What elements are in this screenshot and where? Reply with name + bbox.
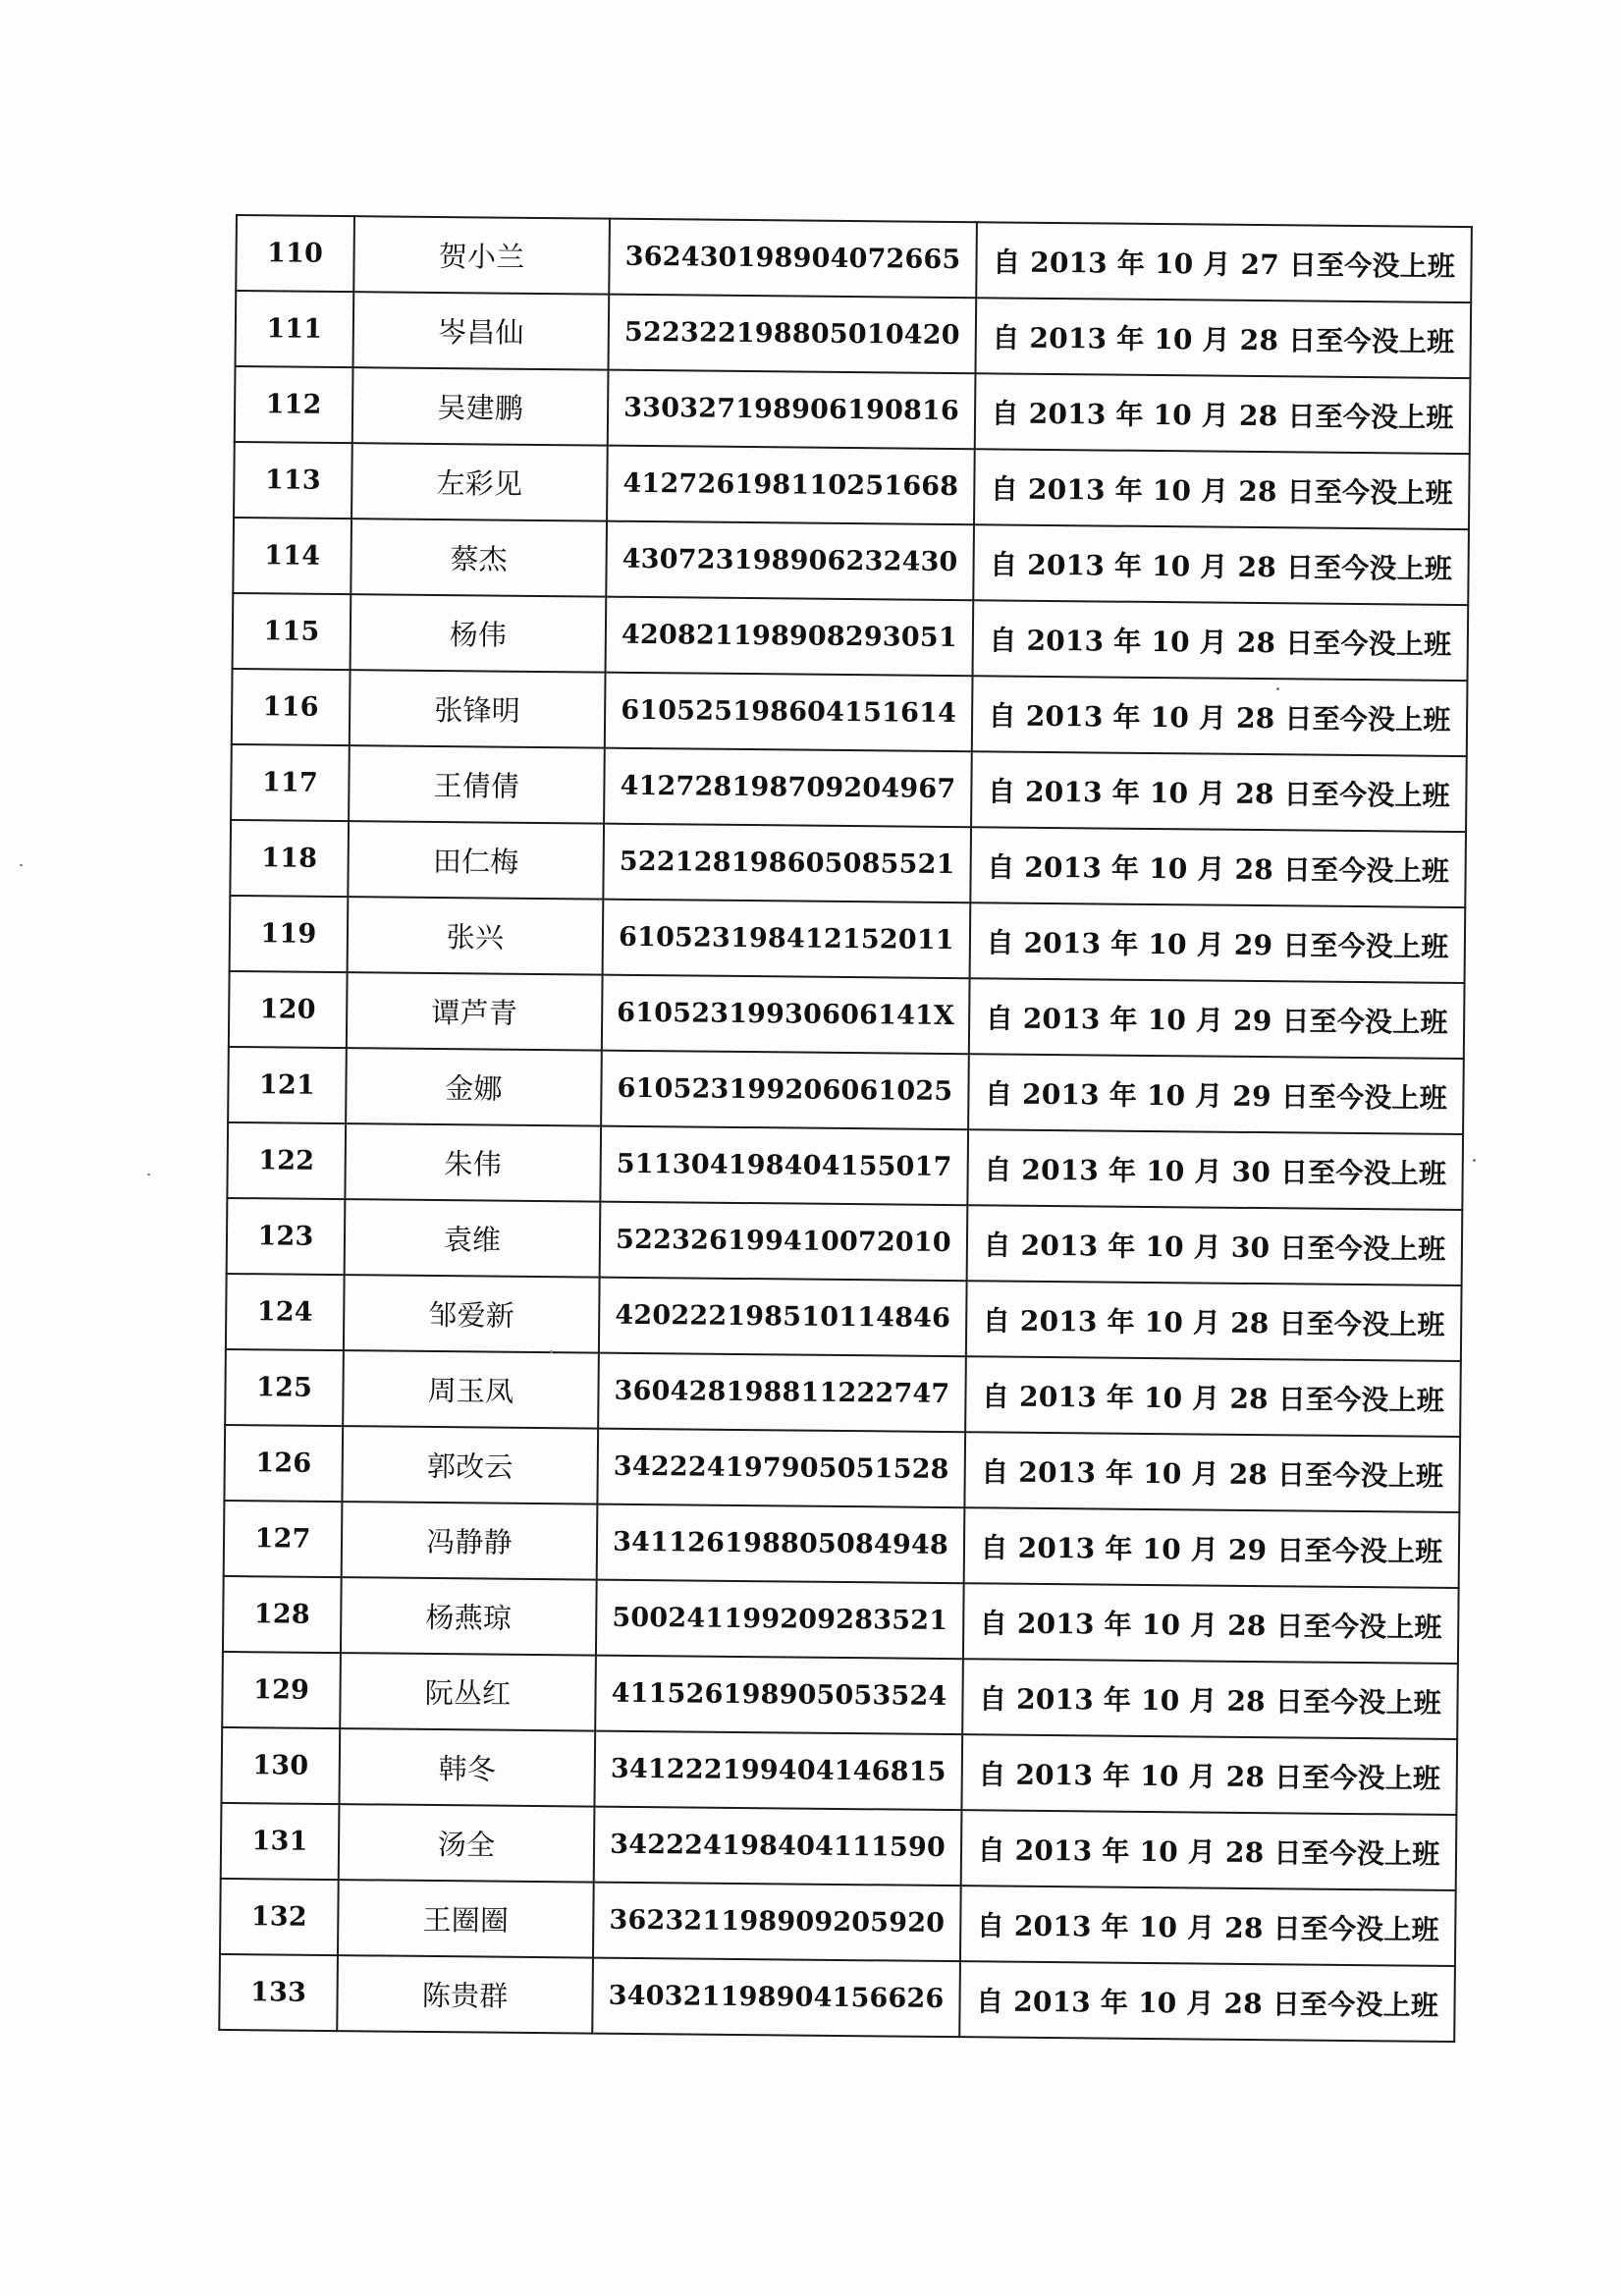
absence-status: 自 2013 年 10 月 28 日至今没上班 — [974, 449, 1470, 529]
employee-name: 田仁梅 — [348, 821, 604, 899]
id-number: 330327198906190816 — [608, 370, 976, 450]
absence-status: 自 2013 年 10 月 28 日至今没上班 — [963, 1583, 1459, 1664]
scan-speck — [20, 864, 23, 866]
row-number: 123 — [227, 1198, 346, 1275]
absence-status: 自 2013 年 10 月 28 日至今没上班 — [972, 676, 1468, 756]
employee-name: 张兴 — [348, 897, 604, 974]
row-number: 119 — [230, 896, 349, 972]
row-number: 117 — [231, 744, 350, 821]
table-row — [226, 1274, 1462, 1361]
absence-status: 自 2013 年 10 月 28 日至今没上班 — [971, 751, 1467, 832]
employee-name: 陈贵群 — [337, 1955, 593, 2033]
absence-status: 自 2013 年 10 月 28 日至今没上班 — [962, 1659, 1458, 1739]
row-number: 125 — [225, 1349, 344, 1426]
absence-status: 自 2013 年 10 月 30 日至今没上班 — [967, 1129, 1463, 1210]
id-number: 522128198605085521 — [603, 824, 971, 903]
row-number: 126 — [224, 1425, 343, 1502]
row-number: 122 — [227, 1122, 346, 1199]
row-number: 111 — [236, 291, 354, 367]
roster-table-container — [218, 214, 1463, 2043]
row-number: 120 — [229, 971, 348, 1048]
row-number: 110 — [236, 215, 354, 292]
employee-name: 杨燕琼 — [341, 1577, 597, 1655]
table-row — [227, 1198, 1463, 1285]
employee-name: 杨伟 — [351, 594, 607, 672]
id-number: 610523198412152011 — [603, 900, 971, 979]
table-row — [225, 1349, 1461, 1437]
absence-status: 自 2013 年 10 月 30 日至今没上班 — [967, 1205, 1463, 1285]
table-row — [224, 1425, 1460, 1512]
id-number: 360428198811222747 — [598, 1353, 966, 1433]
scan-speck — [550, 1350, 553, 1353]
absence-status: 自 2013 年 10 月 29 日至今没上班 — [968, 1054, 1464, 1134]
table-row — [221, 1803, 1457, 1890]
id-number: 412726198110251668 — [607, 446, 975, 525]
table-row — [235, 366, 1471, 454]
employee-name: 袁维 — [345, 1199, 601, 1277]
id-number: 420821198908293051 — [606, 597, 974, 677]
employee-name: 冯静静 — [342, 1502, 598, 1579]
table-row — [236, 215, 1472, 302]
employee-name: 蔡杰 — [351, 519, 607, 596]
employee-name: 贺小兰 — [353, 216, 610, 294]
row-number: 121 — [228, 1047, 347, 1123]
table-row — [229, 971, 1465, 1059]
absence-status: 自 2013 年 10 月 29 日至今没上班 — [970, 902, 1466, 983]
id-number: 61052319930606141X — [602, 975, 970, 1055]
table-row — [224, 1501, 1460, 1588]
absence-status: 自 2013 年 10 月 28 日至今没上班 — [960, 1886, 1456, 1966]
id-number: 511304198404155017 — [600, 1126, 968, 1206]
employee-name: 金娜 — [346, 1048, 602, 1125]
absence-status: 自 2013 年 10 月 28 日至今没上班 — [965, 1356, 1461, 1437]
absence-status: 自 2013 年 10 月 28 日至今没上班 — [961, 1734, 1457, 1815]
table-row — [230, 896, 1466, 983]
row-number: 129 — [222, 1652, 341, 1728]
id-number: 411526198905053524 — [595, 1656, 963, 1735]
table-row — [223, 1576, 1459, 1664]
employee-name: 吴建鹏 — [352, 367, 609, 445]
table-row — [231, 744, 1467, 832]
employee-name: 张锋明 — [350, 670, 606, 747]
id-number: 522326199410072010 — [600, 1202, 968, 1282]
row-number: 118 — [230, 820, 349, 897]
id-number: 362321198909205920 — [593, 1883, 961, 1962]
table-row — [227, 1122, 1463, 1210]
row-number: 131 — [221, 1803, 340, 1880]
row-number: 114 — [233, 518, 352, 594]
row-number: 113 — [234, 442, 352, 519]
absence-status: 自 2013 年 10 月 28 日至今没上班 — [966, 1281, 1462, 1361]
row-number: 132 — [220, 1879, 339, 1955]
id-number: 522322198805010420 — [608, 295, 976, 374]
id-number: 342224198404111590 — [594, 1807, 962, 1886]
employee-name: 韩冬 — [339, 1728, 595, 1806]
absence-status: 自 2013 年 10 月 28 日至今没上班 — [961, 1810, 1457, 1890]
employee-name: 王倩倩 — [349, 745, 605, 823]
id-number: 342224197905051528 — [597, 1429, 965, 1508]
absence-status: 自 2013 年 10 月 28 日至今没上班 — [964, 1432, 1460, 1512]
row-number: 127 — [224, 1501, 343, 1577]
absence-status: 自 2013 年 10 月 29 日至今没上班 — [969, 978, 1465, 1059]
absence-status: 自 2013 年 10 月 28 日至今没上班 — [973, 524, 1469, 605]
absence-status: 自 2013 年 10 月 28 日至今没上班 — [975, 373, 1471, 454]
row-number: 115 — [233, 593, 352, 670]
scan-speck — [1473, 1159, 1476, 1162]
employee-name: 阮丛红 — [340, 1653, 596, 1730]
id-number: 420222198510114846 — [599, 1278, 967, 1357]
absence-status: 自 2013 年 10 月 28 日至今没上班 — [970, 827, 1466, 907]
table-row — [234, 442, 1470, 529]
id-number: 430723198906232430 — [606, 521, 974, 601]
row-number: 130 — [221, 1727, 340, 1804]
table-row — [221, 1727, 1457, 1815]
id-number: 500241199209283521 — [596, 1580, 964, 1660]
roster-table-body — [219, 215, 1472, 2042]
row-number: 128 — [223, 1576, 342, 1653]
table-row — [222, 1652, 1458, 1739]
absence-status: 自 2013 年 10 月 27 日至今没上班 — [976, 222, 1472, 302]
table-row — [228, 1047, 1464, 1134]
id-number: 362430198904072665 — [609, 219, 977, 299]
id-number: 610525198604151614 — [605, 673, 973, 752]
table-row — [233, 518, 1469, 605]
row-number: 124 — [226, 1274, 345, 1350]
employee-name: 谭芦青 — [347, 972, 603, 1050]
absence-status: 自 2013 年 10 月 28 日至今没上班 — [959, 1961, 1455, 2042]
id-number: 341222199404146815 — [594, 1731, 962, 1811]
employee-name: 邹爱新 — [344, 1275, 600, 1352]
employee-name: 汤全 — [339, 1804, 595, 1882]
table-row — [233, 593, 1469, 681]
scan-speck — [147, 1174, 150, 1175]
employee-name: 郭改云 — [342, 1426, 598, 1503]
table-row — [232, 669, 1468, 756]
table-row — [230, 820, 1466, 907]
employee-name: 左彩见 — [352, 443, 608, 520]
employee-name: 朱伟 — [345, 1123, 601, 1201]
employee-name: 周玉凤 — [343, 1350, 599, 1428]
id-number: 610523199206061025 — [601, 1051, 969, 1130]
table-row — [236, 291, 1472, 378]
id-number: 412728198709204967 — [604, 748, 972, 828]
scan-speck — [1276, 687, 1279, 690]
table-row — [220, 1879, 1456, 1966]
absence-status: 自 2013 年 10 月 29 日至今没上班 — [964, 1507, 1460, 1588]
id-number: 341126198805084948 — [597, 1504, 965, 1584]
row-number: 112 — [235, 366, 353, 443]
table-row — [219, 1954, 1455, 2042]
roster-table — [218, 214, 1473, 2043]
row-number: 116 — [232, 669, 351, 745]
absence-status: 自 2013 年 10 月 28 日至今没上班 — [973, 600, 1469, 681]
row-number: 133 — [219, 1954, 338, 2031]
employee-name: 王圈圈 — [338, 1880, 594, 1957]
absence-status: 自 2013 年 10 月 28 日至今没上班 — [975, 298, 1471, 378]
employee-name: 岑昌仙 — [353, 292, 610, 369]
id-number: 340321198904156626 — [592, 1958, 960, 2038]
